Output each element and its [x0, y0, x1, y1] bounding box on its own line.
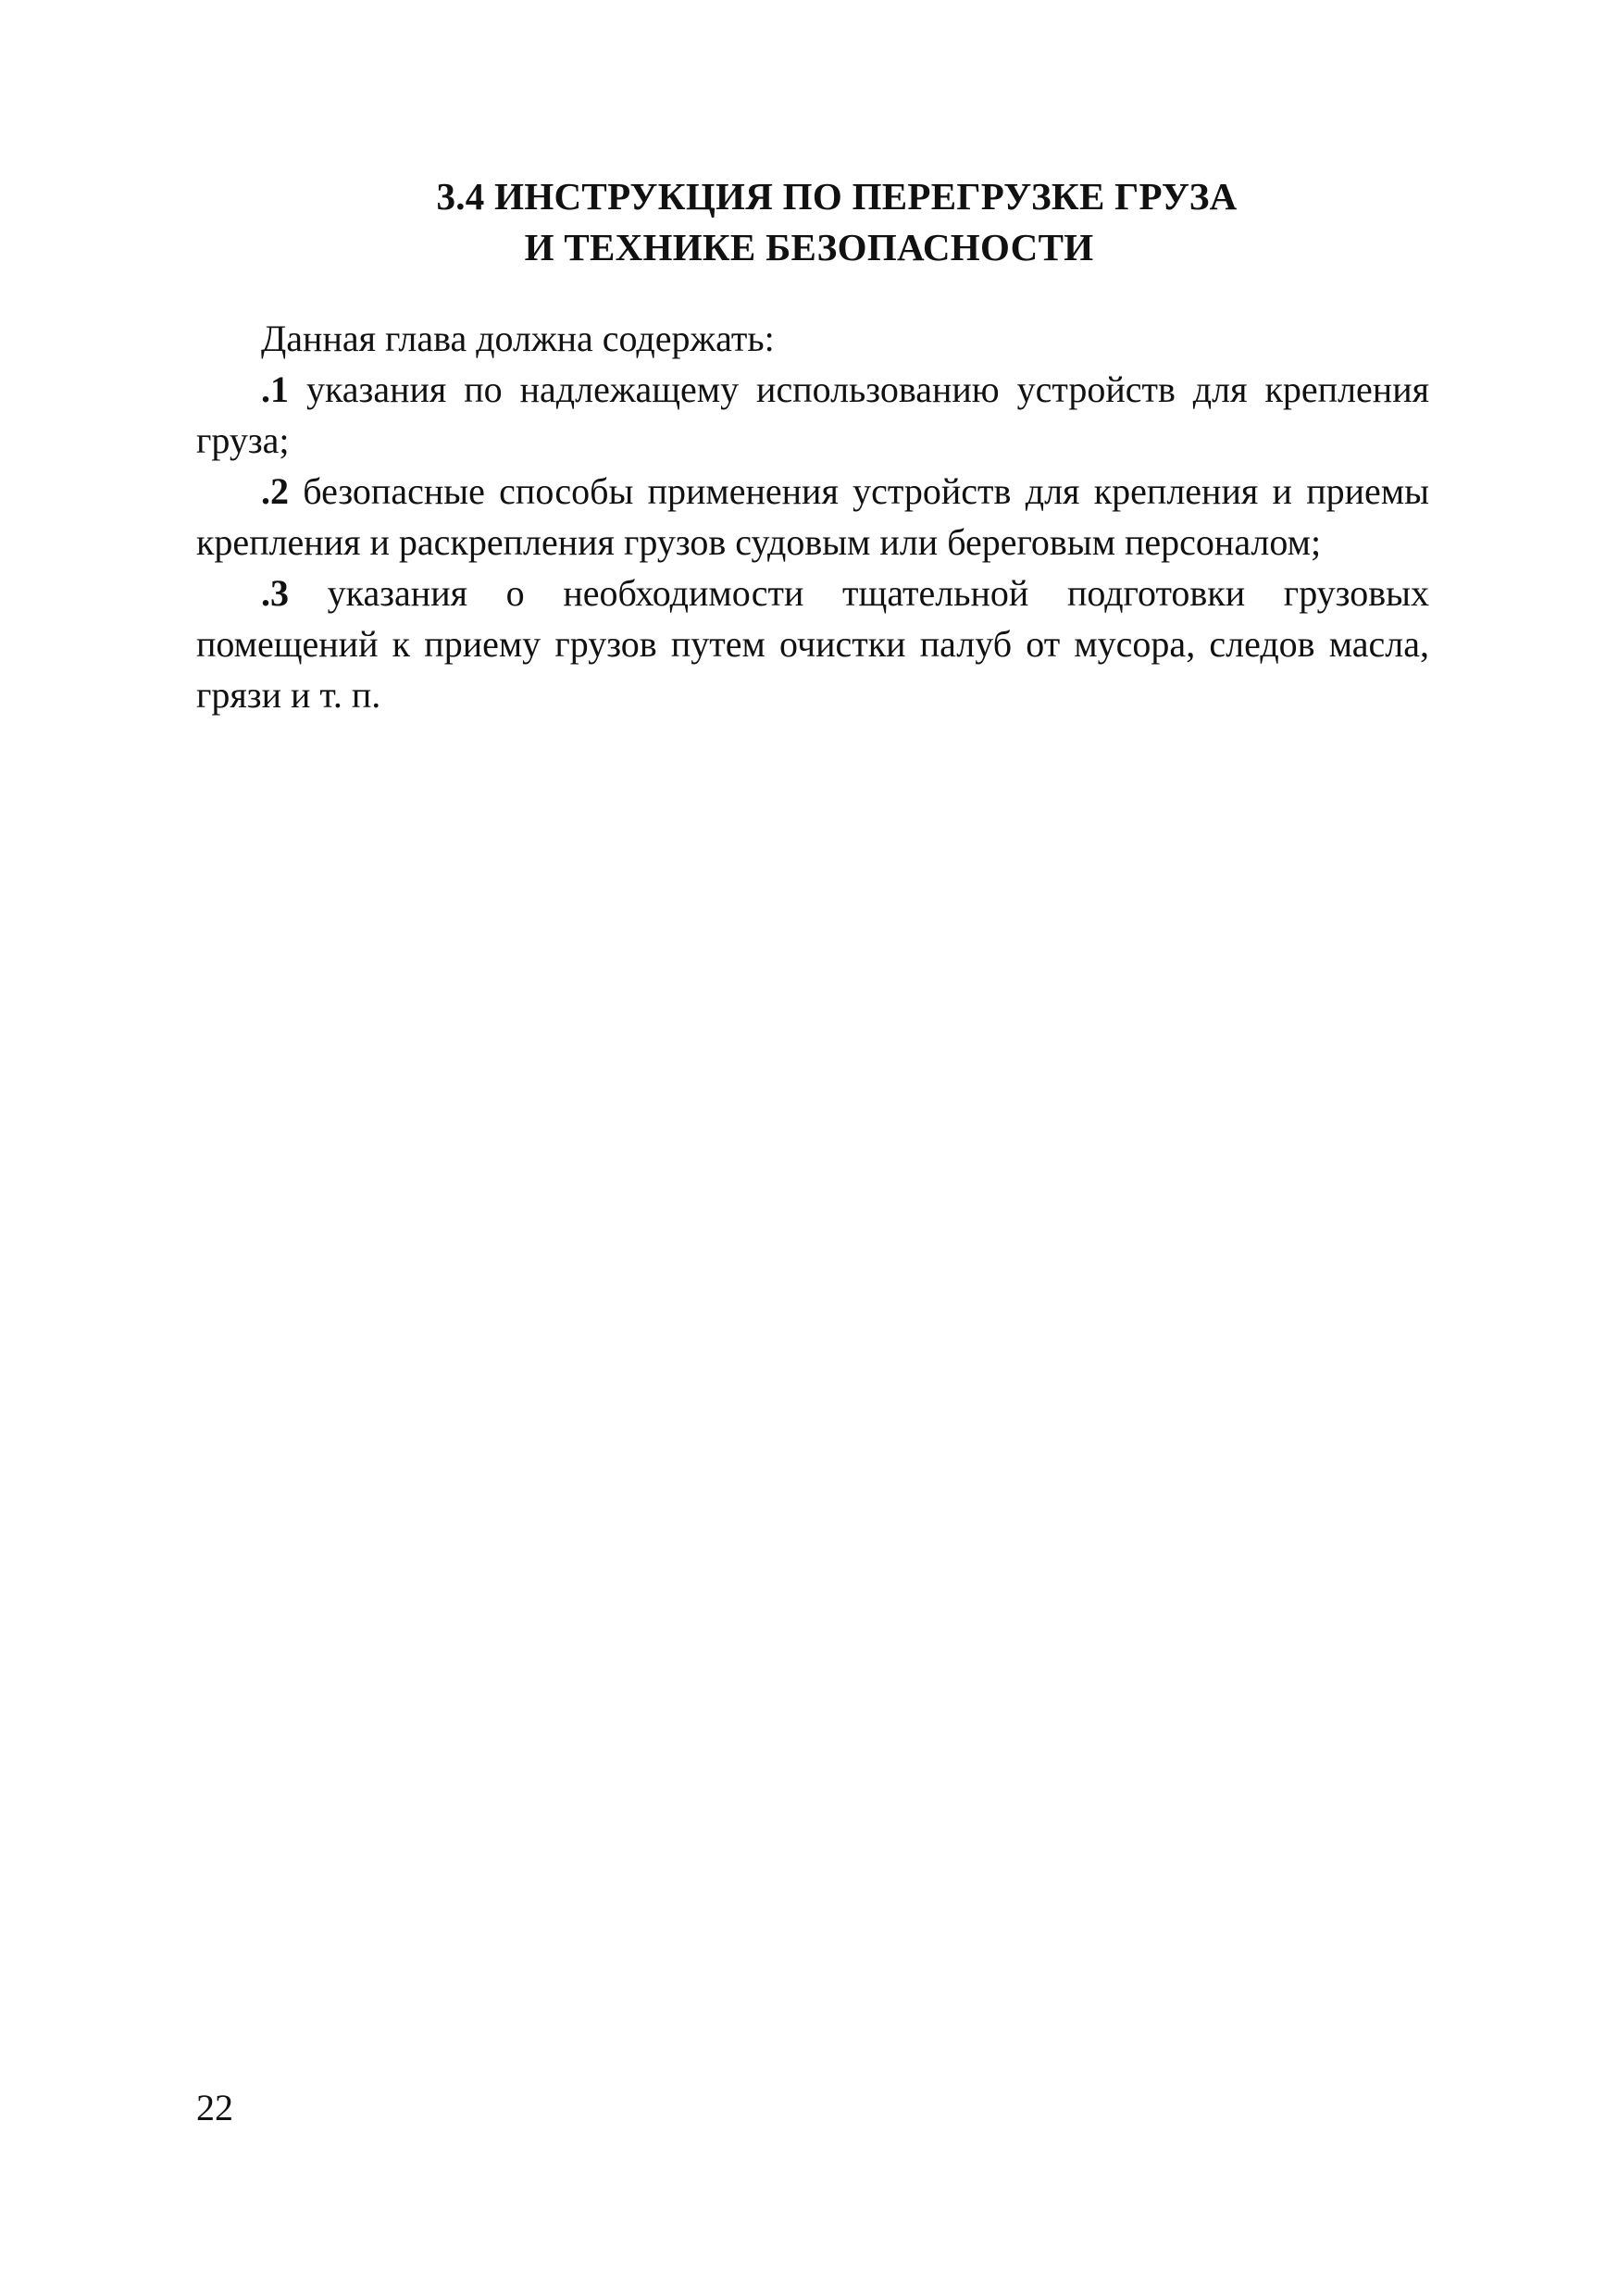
list-item-marker: .3 [261, 572, 289, 614]
section-title-line-2: И ТЕХНИКЕ БЕЗОПАСНОСТИ [524, 226, 1094, 268]
list-item-2 [196, 466, 1429, 568]
list-item-marker: .1 [261, 368, 289, 410]
list-item-3 [196, 568, 1429, 720]
list-item-text: указания по надлежащему использованию устройств для крепления груза; [196, 368, 1429, 461]
list-item-marker: .2 [261, 470, 289, 512]
list-item-1 [196, 364, 1429, 466]
intro-paragraph: Данная глава должна содержать: [261, 318, 775, 359]
page-number: 22 [196, 2087, 233, 2128]
list-item-text: указания о необходимости тщательной подготовки грузовых помещений к приему грузов путем очистки палуб от мусора, следов масла, грязи и т. п. [196, 572, 1429, 716]
section-title [0, 171, 1618, 273]
list-item-text: безопасные способы применения устройств для крепления и приемы крепления и раскрепления грузов судовым или береговым персоналом; [196, 470, 1429, 563]
body-text [196, 313, 1429, 720]
section-title-line-1: 3.4 ИНСТРУКЦИЯ ПО ПЕРЕГРУЗКЕ ГРУЗА [436, 175, 1238, 218]
